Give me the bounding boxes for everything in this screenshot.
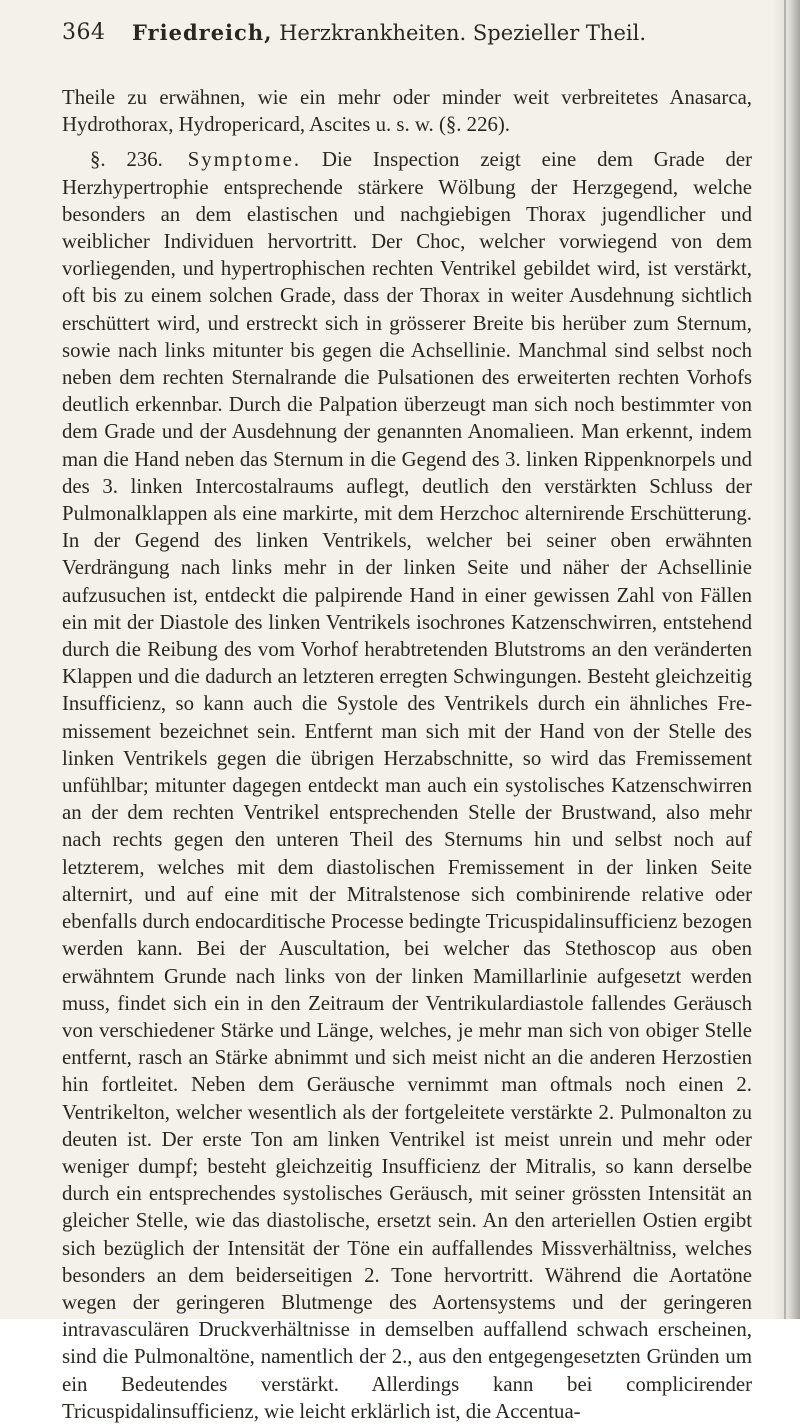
running-head-title: Herzkrankheiten. Spezieller Theil. xyxy=(279,21,646,45)
running-header xyxy=(62,14,752,54)
section-title: Symptome. xyxy=(187,148,302,172)
running-head-author: Friedreich, xyxy=(132,20,273,45)
paragraph-continued: Theile zu erwähnen, wie ein mehr oder minder weit verbreitetes Anasarca, Hydrothorax, Hydropericard, Ascites u. s. w. (§. 226). xyxy=(62,86,752,137)
section-number: §. 236. xyxy=(90,148,163,172)
running-head xyxy=(132,20,646,45)
page-edge-shadow xyxy=(772,0,800,1319)
body-text xyxy=(62,84,752,1425)
paragraph-symptome-text: Die Inspection zeigt eine dem Grade der Herzhypertrophie entsprechende stärkere Wölbung der Herzgegend, welche besonders an dem elastischen und nachgiebigen Thorax jugendlicher und weiblicher Individuen hervortritt. Der Choc, welcher vorwiegend von dem vorliegenden, und hypertrophischen rechten Ventrikel gebildet wird, ist verstärkt, oft bis zu einem solchen Grade, dass der Thorax in weiter Ausdehnung sichtlich erschüttert wird, und erstreckt sich in grösserer Breite bis herüber zum Sternum, sowie nach links mitunter bis gegen die Achsellinie. Manchmal sind selbst noch neben dem rechten Sternalrande die Pulsationen des erweiterten rechten Vorhofs deutlich erkennbar. Durch die Palpation überzeugt man sich noch bestimmter von dem Grade und der Ausdehnung der genannten Anomalieen. Man erkennt, indem man die Hand neben das Sternum in die Gegend des 3. linken Rippenknorpels und des 3. linken Intercostalraums auflegt, deutlich den verstärkten Schluss der Pulmonalklappen als eine markirte, mit dem Herzchoc alternirende Erschütterung. In der Gegend des linken Ventrikels, welcher bei seiner oben erwähnten Verdrängung nach links mehr in der linken Seite und näher der Achsellinie aufzusuchen ist, entdeckt die palpirende Hand in einer gewissen Zahl von Fällen ein mit der Diastole des linken Ventrikels isochrones Katzenschwirren, entstehend durch die Reibung des vom Vorhof herabtretenden Blutstroms an den veränderten Klappen und die dadurch an letzteren erregten Schwingungen. Besteht gleichzeitig Insufficienz, so kann auch die Systole des Ventrikels durch ein ähnliches Fremissement bezeichnet sein. Entfernt man sich mit der Hand von der Stelle des linken Ventrikels gegen die übrigen Herzabschnitte, so wird das Fremissement unfühlbar; mitunter dagegen entdeckt man auch ein systolisches Katzenschwirren an der dem rechten Ventrikel entsprechenden Stelle der Brustwand, also mehr nach rechts gegen den unteren Theil des Sternums hin und selbst noch auf letzterem, welches mit dem diastolischen Fremissement in der linken Seite alternirt, und auf eine mit der Mitralstenose sich combinirende relative oder ebenfalls durch endocarditische Processe bedingte Tricuspidalinsufficienz bezogen werden kann. Bei der Auscultation, bei welcher das Stethoscop aus oben erwähntem Grunde nach links von der linken Mamillarlinie aufgesetzt werden muss, findet sich ein in den Zeitraum der Ventrikulardiastole fallendes Geräusch von verschiedener Stärke und Länge, welches, je mehr man sich von obiger Stelle entfernt, rasch an Stärke abnimmt und sich meist nicht an die anderen Herzostien hin fortleitet. Neben dem Geräusche vernimmt man oftmals noch einen 2. Ventrikelton, welcher wesentlich als der fortgeleitete verstärkte 2. Pulmonalton zu deuten ist. Der erste Ton am linken Ventrikel ist meist unrein und mehr oder weniger dumpf; besteht gleichzeitig Insufficienz der Mitralis, so kann derselbe durch ein entsprechendes systolisches Geräusch, mit seiner grössten Intensität an gleicher Stelle, wie das diastolische, ersetzt sein. An den arteriellen Ostien ergibt sich bezüglich der Intensität der Töne ein auffallendes Missverhältniss, welches besonders an dem beiderseitigen 2. Tone hervortritt. Während die Aortatöne wegen der geringeren Blutmenge des Aortensystems und der geringeren intravasculären Druckverhältnisse in demselben auffallend schwach erscheinen, sind die Pulmonaltöne, namentlich der 2., aus den entgegengesetzten Gründen um ein Bedeutendes verstärkt. Allerdings kann bei complicirender Tricuspidalinsufficienz, wie leicht erklärlich ist, die Accentua- xyxy=(62,148,752,1423)
page-edge-line xyxy=(784,0,786,1319)
page-number: 364 xyxy=(62,20,106,45)
paragraph-symptome xyxy=(62,146,752,1425)
